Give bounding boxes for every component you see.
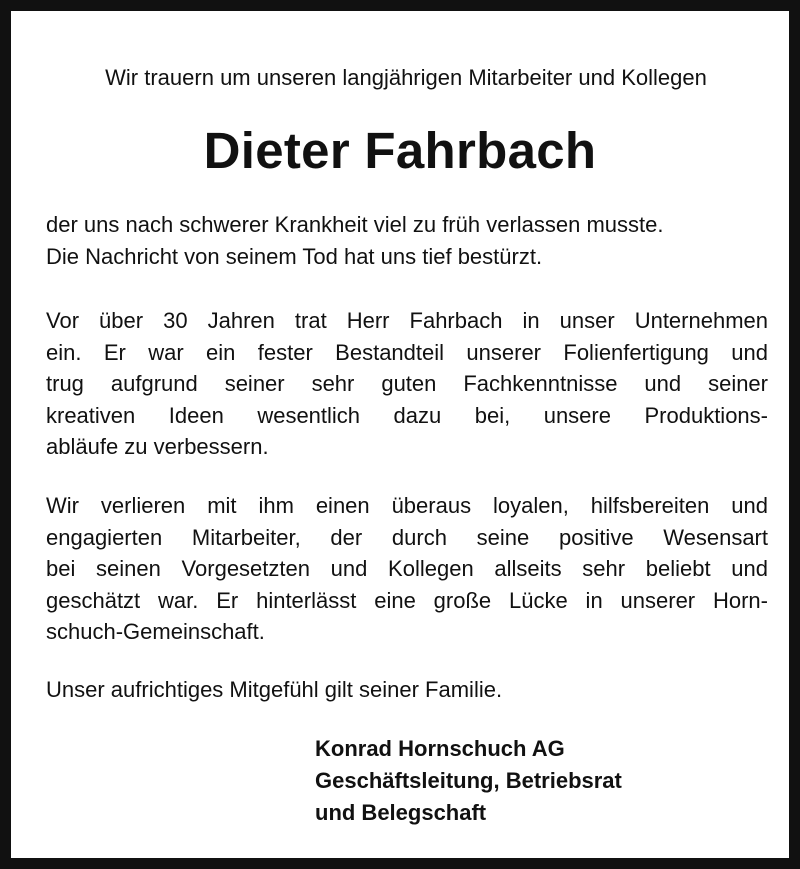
signature-company: Konrad Hornschuch AG	[315, 736, 565, 761]
paragraph-line: abläufe zu verbessern.	[46, 434, 269, 460]
paragraph-condolence	[46, 674, 768, 706]
signature-line: und Belegschaft	[315, 800, 487, 825]
signature-block	[315, 733, 755, 829]
paragraph-line: Vor über 30 Jahren trat Herr Fahrbach in unser Unternehmen	[46, 308, 768, 333]
signature-line: Geschäftsleitung, Betriebsrat	[315, 768, 622, 793]
intro-line: Wir trauern um unseren langjährigen Mitarbeiter und Kollegen	[105, 65, 707, 90]
paragraph-line: ein. Er war ein fester Bestandteil unserer Folienfertigung und	[46, 339, 768, 365]
paragraph-line: geschätzt war. Er hinterlässt eine große Lücke in unserer Horn-	[46, 587, 768, 613]
paragraph-line: bei seinen Vorgesetzten und Kollegen allseits sehr beliebt und	[46, 556, 768, 582]
paragraph-line: engagierten Mitarbeiter, der durch seine positive Wesensart	[46, 524, 768, 550]
paragraph-line: Wir verlieren mit ihm einen überaus loyalen, hilfsbereiten und	[46, 493, 768, 518]
deceased-name: Dieter Fahrbach	[203, 122, 597, 179]
paragraph-farewell	[46, 209, 768, 272]
paragraph-tribute	[46, 490, 768, 648]
paragraph-line: kreativen Ideen wesentlich dazu bei, unsere Produktions-	[46, 402, 768, 428]
paragraph-line: Die Nachricht von seinem Tod hat uns tief bestürzt.	[46, 243, 543, 269]
paragraph-line: schuch-Gemeinschaft.	[46, 619, 265, 645]
paragraph-line: trug aufgrund seiner sehr guten Fachkenntnisse und seiner	[46, 371, 768, 397]
paragraph-career	[46, 305, 768, 463]
paragraph-line: der uns nach schwerer Krankheit viel zu früh verlassen musste.	[46, 212, 664, 237]
paragraph-line: Unser aufrichtiges Mitgefühl gilt seiner Familie.	[46, 677, 503, 702]
